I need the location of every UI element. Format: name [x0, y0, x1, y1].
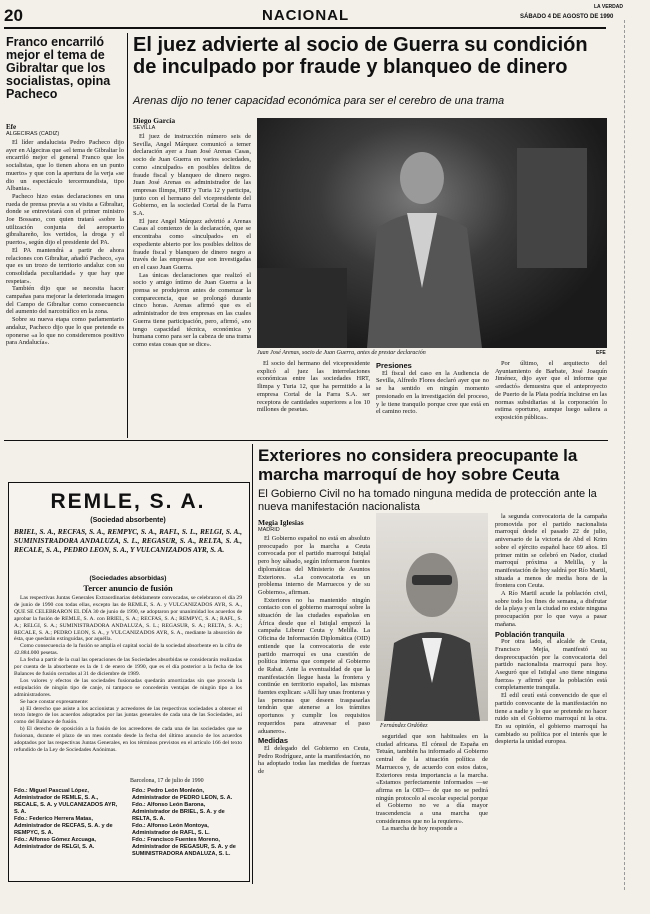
main-col-a: [257, 360, 370, 430]
left-place: ALGECIRAS (CADIZ): [6, 131, 60, 137]
ad-date: Barcelona, 17 de julio de 1990: [130, 778, 204, 784]
main-col-c: [495, 360, 607, 430]
paragraph: El PA mantendrá a partir de ahora relaciones con Gibraltar, añadió Pacheco, «ya que es un trozo de territorio andaluz con su consolidada peculiaridad» y que hay que respetar».: [6, 246, 124, 285]
signature: Fdo.: Alfonso León Barona, Administrador de BRIEL, S. A. y de RELTA, S. A.: [132, 802, 225, 822]
issue-date: SÁBADO 4 DE AGOSTO DE 1990: [520, 14, 614, 20]
main-col1: [133, 133, 251, 423]
paragraph: Las únicas declaraciones que realizó el socio y amigo íntimo de Juan Guerra a la prensa se produjeron antes de comenzar la comparecencia, que se prolongó durante cinco horas. Arenas afirmó que es el administrador de tres empresas en las cuales Guerra tiene participación, pero, afirmó, «no tengo capacidad técnica, económica y humana como para ser la cabeza de una trama como estas cosas que se dice».: [133, 271, 251, 348]
paragraph: El fiscal del caso en la Audiencia de Sevilla, Alfredo Flores declaró ayer que no se ha sentido en ningún momento presionado en la investigación del proceso, y le tiene tranquilo porque cree que está en el camino recto.: [376, 369, 489, 416]
main-author: Diego García: [133, 116, 176, 125]
signature: Fdo.: Pedro León Monleón, Administrador de PEDRO LEON, S. A.: [132, 788, 233, 801]
column-divider-left: [127, 33, 128, 438]
ad-absorbed: (Sociedades absorbidas): [89, 575, 167, 582]
paragraph: Pacheco hizo estas declaraciones en una rueda de prensa previa a su visita a Gibraltar, donde se entrevistará con el primer ministro Joe Bossano, con quien tratará «sobre la utilización conjunta del aeropuerto gibraltareño, los vertidos, la droga y el puerto», según dijo el presidente del PA.: [6, 192, 124, 247]
signature: Fdo.: Francisco Fuentes Moreno, Administrador de REGASUR, S. A. y de SUMINISTRADORA ANDALUZA, S. L.: [132, 837, 236, 857]
ad-companies: BRIEL, S. A., RECFAS, S. A., REMPYC, S. A., RAFL, S. L., RELGI, S. A., SUMINISTRADORA ANDALUZA, S. L., REGASUR, S. A., RELTA, S. A., RECALE, S. A., PEDRO LEON, S. A., Y VULCANIZADOS AYR, S. A.: [14, 528, 242, 554]
mid-rule: [4, 440, 608, 441]
paragraph: Las respectivas Juntas Generales Extraordinarias debidamente convocadas, se celebraron el día 29 de junio de 1990 con todas ellas, excepto las de REMLE, S. A. y VULCANIZADOS AYR, S. A., QUE SE CELEBRARON EL DÍA 30 de junio de 1990, se adoptaron por unanimidad los acuerdos de aprobar la fusión de REMLE, S. A. con BRIEL, S. A.; RECFAS, S. A.; REMPYC, S. A.; RAFL, S. A.; RELGI, S. A.; SUMINISTRADORA ANDALUZA, S. L.; REGASUR, S. A.; RELTA, S. A.; RECALE, S. A.; PEDRO LEON, S. A., y VULCANIZADOS AYR, S. A., mediante la absorción de ésta, que quedarán extinguidas, por aquélla.: [14, 595, 242, 643]
ordonez-photo-figure: [376, 513, 488, 721]
paragraph: El delegado del Gobierno en Ceuta, Pedro Rodríguez, ante la manifestación, no ha adoptado todas las medidas de fuerzas de: [258, 744, 370, 776]
ceuta-col3: [495, 513, 607, 880]
ceuta-col2: [376, 733, 488, 880]
ad-subtitle: (Sociedad absorbente): [90, 517, 166, 524]
signature: Fdo.: Alfonso León Montoya, Administrador de RAFL, S. L.: [132, 823, 210, 836]
main-subhead: Arenas dijo no tener capacidad económica para ser el cerebro de una trama: [133, 95, 505, 107]
paragraph: El juez Angel Márquez advirtió a Arenas Casas al comienzo de la declaración, que se encontraba como «inculpado» en el expediente abierto por los posibles delitos de fraude fiscal y blanqueo de dinero negro a través de las empresas que son investigadas en el caso Juan Guerra.: [133, 217, 251, 271]
paragraph: Como consecuencia de la fusión se amplía el capital social de la sociedad absorbente en la cifra de 42.884.000 pesetas.: [14, 643, 242, 657]
subheading: Presiones: [376, 361, 412, 370]
signature: Fdo.: Alfonso Gómez Azcuaga, Administrador de RELGI, S. A.: [14, 837, 96, 850]
ad-notice: Tercer anuncio de fusión: [83, 583, 173, 593]
main-headline: El juez advierte al socio de Guerra su condición de inculpado por fraude y blanqueo de dinero: [133, 34, 588, 78]
header-rule: [4, 27, 606, 29]
left-headline: Franco encarriló mejor el tema de Gibraltar que los socialistas, opina Pacheco: [6, 35, 111, 101]
ceuta-subhead: El Gobierno Civil no ha tomado ninguna medida de protección ante la nueva manifestación nacionalista: [258, 488, 597, 513]
ad-title: REMLE, S. A.: [50, 490, 206, 513]
photo-caption: Juan José Arenas, socio de Juan Guerra, antes de prestar declaración: [257, 350, 426, 356]
ceuta-author: Megia Iglesias: [258, 518, 304, 527]
paragraph: El juez de instrucción número seis de Sevilla, Angel Márquez comunicó a temer declaración ayer a Juan José Arenas Casas, socio de Juan Guerra en varios sociedades, como «inculpado» en posibles delitos de fraude fiscal y blanqueo de dinero negro. Juan José Arenas es administrador de las empresas Ilimpa, HRT y Turia 12 y participa, junto con el hermano del vicepresidente del Gobierno, en la sociedad Cortal de la Farra S.A.: [133, 133, 251, 218]
paragraph: la segunda convocatoria de la campaña promovida por el partido nacionalista marroquí desde el pasado 22 de julio, aniversario de la victoria de Abd el Krim sobre el ejército español hace 69 años. El primer mitin se celebró en Nador, ciudad marroquí próxima a Melilla, y la manifestación de hoy saldrá por Río Martil, situada a menos de media hora de la frontera con Ceuta.: [495, 513, 607, 590]
paragraph: Por otra lado, el alcalde de Ceuta, Francisco Mejía, manifestó su despreocupación por la convocatoria del partido nacionalista marroquí para hoy. Aseguró que el Istiqlal «no tiene ninguna fuerza» y afirmó que la población está completamente tranquila.: [495, 638, 607, 692]
subheading: Población tranquila: [495, 629, 565, 639]
photo-credit: EFE: [596, 350, 606, 356]
paragraph: seguridad que son habituales en la ciudad africana. El cónsul de España en Tetuán, también ha informado al Gobierno central de la situación política de Marruecos y, de acuerdo con estos datos, Exteriores resta importancia a la marcha. «Estamos perfectamente informados —se afirma en la OID— de que no se pedirá ningún protocolo al escolar especial porque el Gobierno no ve a día mayor trascendencia a una marcha que consideramos que no la requiere».: [376, 733, 488, 825]
ceuta-headline: Exteriores no considera preocupante la marcha marroquí de hoy sobre Ceuta: [258, 446, 578, 484]
paragraph: Sobre su nueva etapa como parlamentario andaluz, Pacheco dijo que lo que pretende es oponerse «a lo que no consideremos positivo para Andalucía».: [6, 316, 124, 347]
main-col-b: [376, 360, 489, 430]
ceuta-place: MADRID: [258, 527, 280, 533]
ad-body: [14, 595, 242, 775]
paragraph: Exteriores no ha mantenido ningún contacto con el gobierno marroquí sobre la situación de las ciudades españolas en África desde que el Istiqlal empezó la campaña Liberar Ceuta y Melilla. La Oficina de Información Diplomática (OID) entiende que la convocatoria de este partido marroquí es una cuestión de política interna que compete al Gobierno de Rabat. Ante la eventualidad de que la manifestación llegue hasta la frontera y continúe en territorio español, las mismas fuentes explican: «Allí hay unas fronteras y las personas que deseen traspasarlas tendrán que atenerse a los trámites oportunos y cumplir los requisitos requeridos para atravesar el paso aduanero».: [258, 596, 370, 735]
signature: Fdo.: Miguel Pascual López, Administrador de REMLE, S. A., RECALE, S. A. y VULCANIZADOS AYR, S. A.: [14, 788, 118, 815]
paragraph: Los valores y efectos de las sociedades fusionadas quedarán amortizadas sin que proceda la estipulación de ningún tipo de canje, ni tampoco se concederán ventajas de ningún tipo a los administradores.: [14, 677, 242, 698]
ordonez-caption: Fernández Ordóñez: [380, 723, 428, 729]
ceuta-col1: [258, 535, 370, 880]
paragraph: El socio del hermano del vicepresidente explicó al juez las interrelaciones económicas entre las sociedades HRT, Ilimpa y Turia 12, que ha permitido a la empresa Cortal de la Farra S.A. ser receptora de cantidades superiores a los 10 millones de pesetas.: [257, 360, 370, 414]
paragraph: También dijo que se necesita hacer campañas para mejorar la deteriorada imagen del Campo de Gibraltar como consecuencia del aumento del narcotráfico en la zona.: [6, 285, 124, 316]
margin-marks: [624, 20, 639, 890]
arenas-photo: [257, 118, 607, 348]
ordonez-photo: [376, 513, 488, 721]
paragraph: A Río Martil acude la población civil, sobre todo los fines de semana, a disfrutar de la playa y en la ciudad no existe ninguna preocupación por lo que vaya a pasar mañana.: [495, 590, 607, 628]
subheading: Medidas: [258, 736, 289, 746]
left-body: [6, 139, 124, 436]
ad-signatures: [14, 788, 242, 876]
paragraph: La fecha a partir de la cual las operaciones de las Sociedades absorbidas se considerarán realizadas por cuenta de la absorbente es la de 1 de enero de 1990, que es el día posterior a la fecha de los Balances de fusión cerrados al 31 de diciembre de 1989.: [14, 657, 242, 677]
paragraph: Se hace constar expresamente:: [20, 698, 89, 705]
paragraph: Por último, el arquitecto del Ayuntamiento de Barbate, José Joaquín Jiménez, dijo ayer que el informe que «redactó» demuestra que el anteproyecto de Puerto de la Plata podría incluirse en las normas subsidiarias si la corporación lo estima oportuno, aunque luego saliera a exposición pública».: [495, 360, 607, 421]
main-place: SEVILLA: [133, 125, 156, 131]
paragraph: El edil ceutí está convencido de que el partido convocante de la manifestación no tiene a nadie y lo que se pretende no hacer ruido sin el Gobierno marroquí ni la otra. En su opinión, el gobierno marroquí ha cambiado su política por el interés que le despierta la unidad europea.: [495, 692, 607, 746]
left-agency: Efe: [6, 123, 17, 131]
paragraph: El líder andalucista Pedro Pacheco dijo ayer en Algeciras que «el tema de Gibraltar lo encarriló mejor el general Franco que los socialistas, que lo tienen ahora en un punto muerto» y que con la apertura de la verja «se dio un espectáculo tercermundista, tipo Albania».: [6, 139, 124, 193]
paragraph: La marcha de hoy responde a: [382, 825, 458, 833]
paragraph: b) El derecho de oposición a la fusión de los acreedores de cada una de las sociedades que se fusionan, durante el plazo de un mes contado desde la fecha del último anuncio de los acuerdos adoptados por las respectivas Juntas Generales, en los términos previstos en el artículo 166 del texto refundido de la Ley de Sociedades Anónimas.: [14, 726, 242, 753]
section-title: NACIONAL: [262, 7, 350, 24]
arenas-photo-figure: [257, 118, 607, 348]
page-number: 20: [4, 6, 23, 25]
column-divider-ceuta: [252, 444, 253, 884]
paragraph: El Gobierno español no está en absoluto preocupado por la marcha a Ceuta convocada por el partido marroquí Istiqlal pero hoy sábado, según informaron fuentes diplomáticas del Ministerio de Asuntos Exteriores. «La convocatoria es un problema interno de Marruecos y de su Gobierno», afirman.: [258, 535, 370, 596]
paragraph: a) El derecho que asiste a los accionistas y acreedores de las respectivas sociedades a obtener el texto íntegro de los acuerdos adoptados por las juntas generales de cada una de las Sociedades, así como del Balance de fusión.: [14, 705, 242, 726]
signature: Fdo.: Federico Herrera Matas, Administrador de RECFAS, S. A. y de REMPYC, S. A.: [14, 816, 113, 836]
paper-name: LA VERDAD: [594, 4, 623, 10]
